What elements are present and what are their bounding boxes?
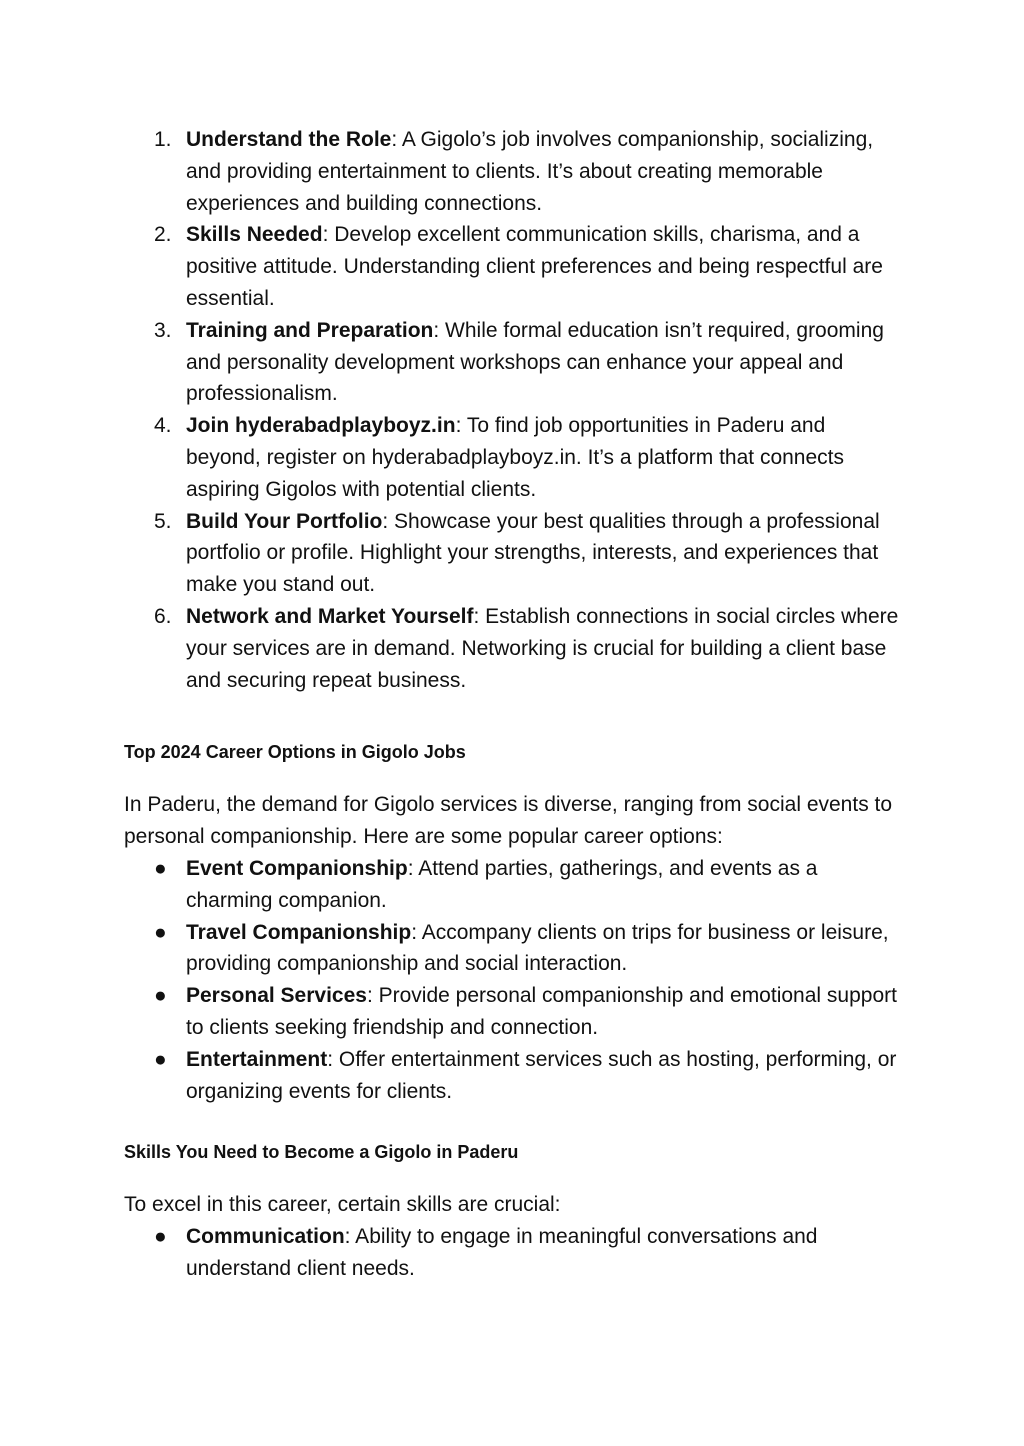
- list-item: [124, 506, 904, 601]
- item-description: : Accompany clients on trips for business or leisure, providing companionship and social interaction.: [186, 920, 889, 976]
- item-description: : To find job opportunities in Paderu and beyond, register on hyderabadplayboyz.in. It’s a platform that connects aspiring Gigolos with potential clients.: [186, 414, 845, 501]
- skills-bullet-list: [124, 1221, 904, 1285]
- item-term: Entertainment: [186, 1047, 328, 1071]
- item-description: : Offer entertainment services such as hosting, performing, or organizing events for clients.: [186, 1047, 897, 1103]
- item-description: : A Gigolo’s job involves companionship, socializing, and providing entertainment to clients. It’s about creating memorable experiences and building connections.: [186, 128, 874, 215]
- item-term: Communication: [186, 1225, 345, 1249]
- item-term: Network and Market Yourself: [186, 604, 474, 628]
- list-number: 4.: [154, 414, 172, 438]
- item-term: Join hyderabadplayboyz.in: [186, 414, 456, 438]
- list-number: 5.: [154, 509, 172, 533]
- section-heading-career-options: Top 2024 Career Options in Gigolo Jobs: [124, 742, 466, 763]
- item-term: Build Your Portfolio: [186, 509, 383, 533]
- item-term: Skills Needed: [186, 223, 323, 247]
- bullet-icon: ●: [154, 856, 167, 880]
- item-term: Travel Companionship: [186, 920, 412, 944]
- item-description: : Develop excellent communication skills, charisma, and a positive attitude. Understanding client preferences and being respectful are essential.: [186, 223, 883, 310]
- section-intro-career-options: In Paderu, the demand for Gigolo services is diverse, ranging from social events to personal companionship. Here are some popular career options:: [124, 793, 893, 849]
- section-heading-skills: Skills You Need to Become a Gigolo in Paderu: [124, 1142, 519, 1163]
- item-term: Training and Preparation: [186, 318, 434, 342]
- list-item: [124, 853, 904, 917]
- list-item: [124, 1221, 904, 1285]
- item-description: : Provide personal companionship and emotional support to clients seeking friendship and connection.: [186, 984, 897, 1039]
- item-description: : Ability to engage in meaningful conversations and understand client needs.: [186, 1225, 818, 1280]
- bullet-icon: ●: [154, 984, 167, 1008]
- list-item: [124, 601, 904, 696]
- item-term: Personal Services: [186, 984, 367, 1008]
- item-description: : Establish connections in social circles where your services are in demand. Networking is crucial for building a client base and securing repeat business.: [186, 604, 899, 692]
- list-number: 6.: [154, 604, 172, 628]
- item-description: : Attend parties, gatherings, and events as a charming companion.: [186, 856, 818, 912]
- item-term: Understand the Role: [186, 128, 392, 151]
- list-number: 2.: [154, 223, 172, 247]
- section-intro-skills: To excel in this career, certain skills are crucial:: [124, 1193, 561, 1217]
- document-content: [124, 124, 904, 1285]
- list-item: [124, 219, 904, 314]
- list-item: [124, 1044, 904, 1108]
- bullet-icon: ●: [154, 1047, 167, 1071]
- bullet-icon: ●: [154, 1225, 167, 1249]
- steps-numbered-list: [124, 124, 904, 696]
- list-item: [124, 980, 904, 1044]
- bullet-icon: ●: [154, 920, 167, 944]
- item-term: Event Companionship: [186, 856, 408, 880]
- list-item: [124, 315, 904, 410]
- list-number: 1.: [154, 128, 172, 151]
- list-item: [124, 410, 904, 505]
- career-options-bullet-list: [124, 853, 904, 1107]
- list-item: [124, 917, 904, 981]
- item-description: : While formal education isn’t required, grooming and personality development workshops can enhance your appeal and professionalism.: [186, 318, 884, 406]
- list-item: [124, 124, 904, 219]
- item-description: : Showcase your best qualities through a professional portfolio or profile. Highlight your strengths, interests, and experiences that make you stand out.: [186, 509, 880, 597]
- list-number: 3.: [154, 318, 172, 342]
